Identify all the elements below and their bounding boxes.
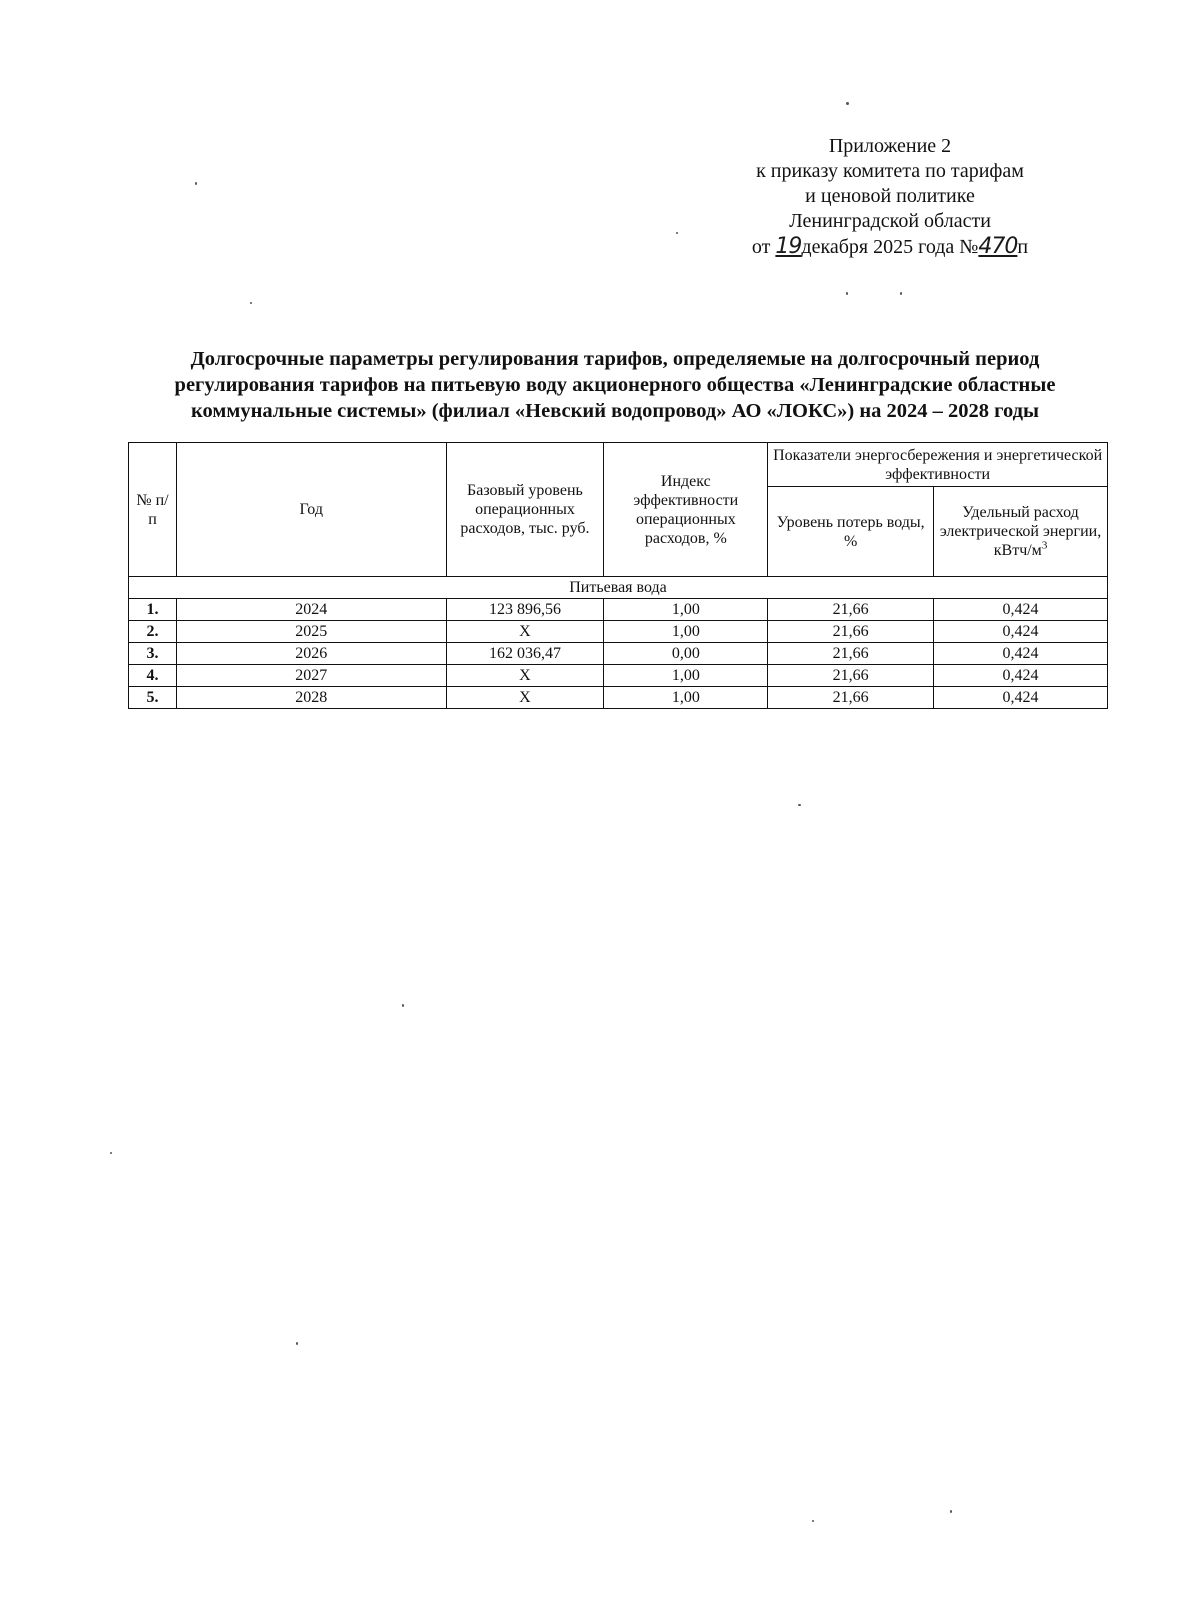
header-energy-group: Показатели энергосбережения и энергетической эффективности [768,443,1108,487]
cell-electric: 0,424 [934,687,1108,709]
header-electric-sup: 3 [1041,539,1048,552]
cell-index: 1,00 [604,621,768,643]
cell-num: 5. [129,687,177,709]
cell-losses: 21,66 [768,621,934,643]
table-row [129,621,1108,643]
table-row [129,665,1108,687]
scan-speck [812,1520,814,1522]
table-row [129,643,1108,665]
title-line-2: регулирования тарифов на питьевую воду акционерного общества «Ленинградские областные [174,374,1056,396]
cell-num: 2. [129,621,177,643]
cell-base: Х [446,665,604,687]
cell-losses: 21,66 [768,643,934,665]
cell-losses: 21,66 [768,665,934,687]
cell-base: Х [446,687,604,709]
cell-electric: 0,424 [934,665,1108,687]
cell-year: 2026 [176,643,446,665]
cell-num: 1. [129,599,177,621]
scan-speck [846,102,849,105]
title-line-3: коммунальные системы» (филиал «Невский водопровод» АО «ЛОКС») на 2024 – 2028 годы [190,400,1040,422]
appendix-line-2: к приказу комитета по тарифам [756,160,1024,182]
header-water-losses: Уровень потерь воды, % [768,487,934,577]
appendix-line-4: Ленинградской области [789,210,991,232]
appendix-header [700,134,1080,260]
parameters-table [128,442,1108,709]
section-label: Питьевая вода [129,577,1108,599]
cell-year: 2027 [176,665,446,687]
appendix-line-1: Приложение 2 [828,135,952,157]
cell-index: 1,00 [604,687,768,709]
appendix-date-line [700,234,1080,260]
cell-index: 1,00 [604,665,768,687]
scan-speck [402,1004,404,1007]
scan-speck [195,182,197,185]
cell-num: 4. [129,665,177,687]
cell-base: 162 036,47 [446,643,604,665]
cell-electric: 0,424 [934,643,1108,665]
header-base-level: Базовый уровень операционных расходов, тыс. руб. [446,443,604,577]
handwritten-number: 470 [978,234,1018,259]
cell-losses: 21,66 [768,687,934,709]
scan-speck [900,292,902,295]
table-row [129,599,1108,621]
number-suffix: п [1017,236,1029,258]
section-row [129,577,1108,599]
handwritten-day: 19 [775,234,802,259]
header-electric-consumption [934,487,1108,577]
title-line-1: Долгосрочные параметры регулирования тарифов, определяемые на долгосрочный период [190,348,1040,370]
date-middle: декабря 2025 года № [801,236,979,258]
cell-index: 1,00 [604,599,768,621]
header-efficiency-index: Индекс эффективности операционных расходов, % [604,443,768,577]
cell-base: 123 896,56 [446,599,604,621]
scan-speck [676,232,678,234]
scan-speck [250,302,252,304]
scan-speck [846,292,848,295]
cell-base: Х [446,621,604,643]
cell-index: 0,00 [604,643,768,665]
cell-num: 3. [129,643,177,665]
date-prefix: от [751,236,771,258]
cell-year: 2024 [176,599,446,621]
cell-electric: 0,424 [934,621,1108,643]
table-row [129,687,1108,709]
cell-electric: 0,424 [934,599,1108,621]
scan-speck [296,1342,298,1345]
header-year: Год [176,443,446,577]
header-electric-text: Удельный расход электрической энергии, кВтч/м [939,504,1102,559]
cell-losses: 21,66 [768,599,934,621]
cell-year: 2025 [176,621,446,643]
cell-year: 2028 [176,687,446,709]
header-num: № п/п [129,443,177,577]
scan-speck [110,1152,112,1154]
scan-speck [950,1510,952,1513]
appendix-line-3: и ценовой политике [805,185,975,207]
scan-speck [798,804,801,806]
document-title [100,346,1130,424]
